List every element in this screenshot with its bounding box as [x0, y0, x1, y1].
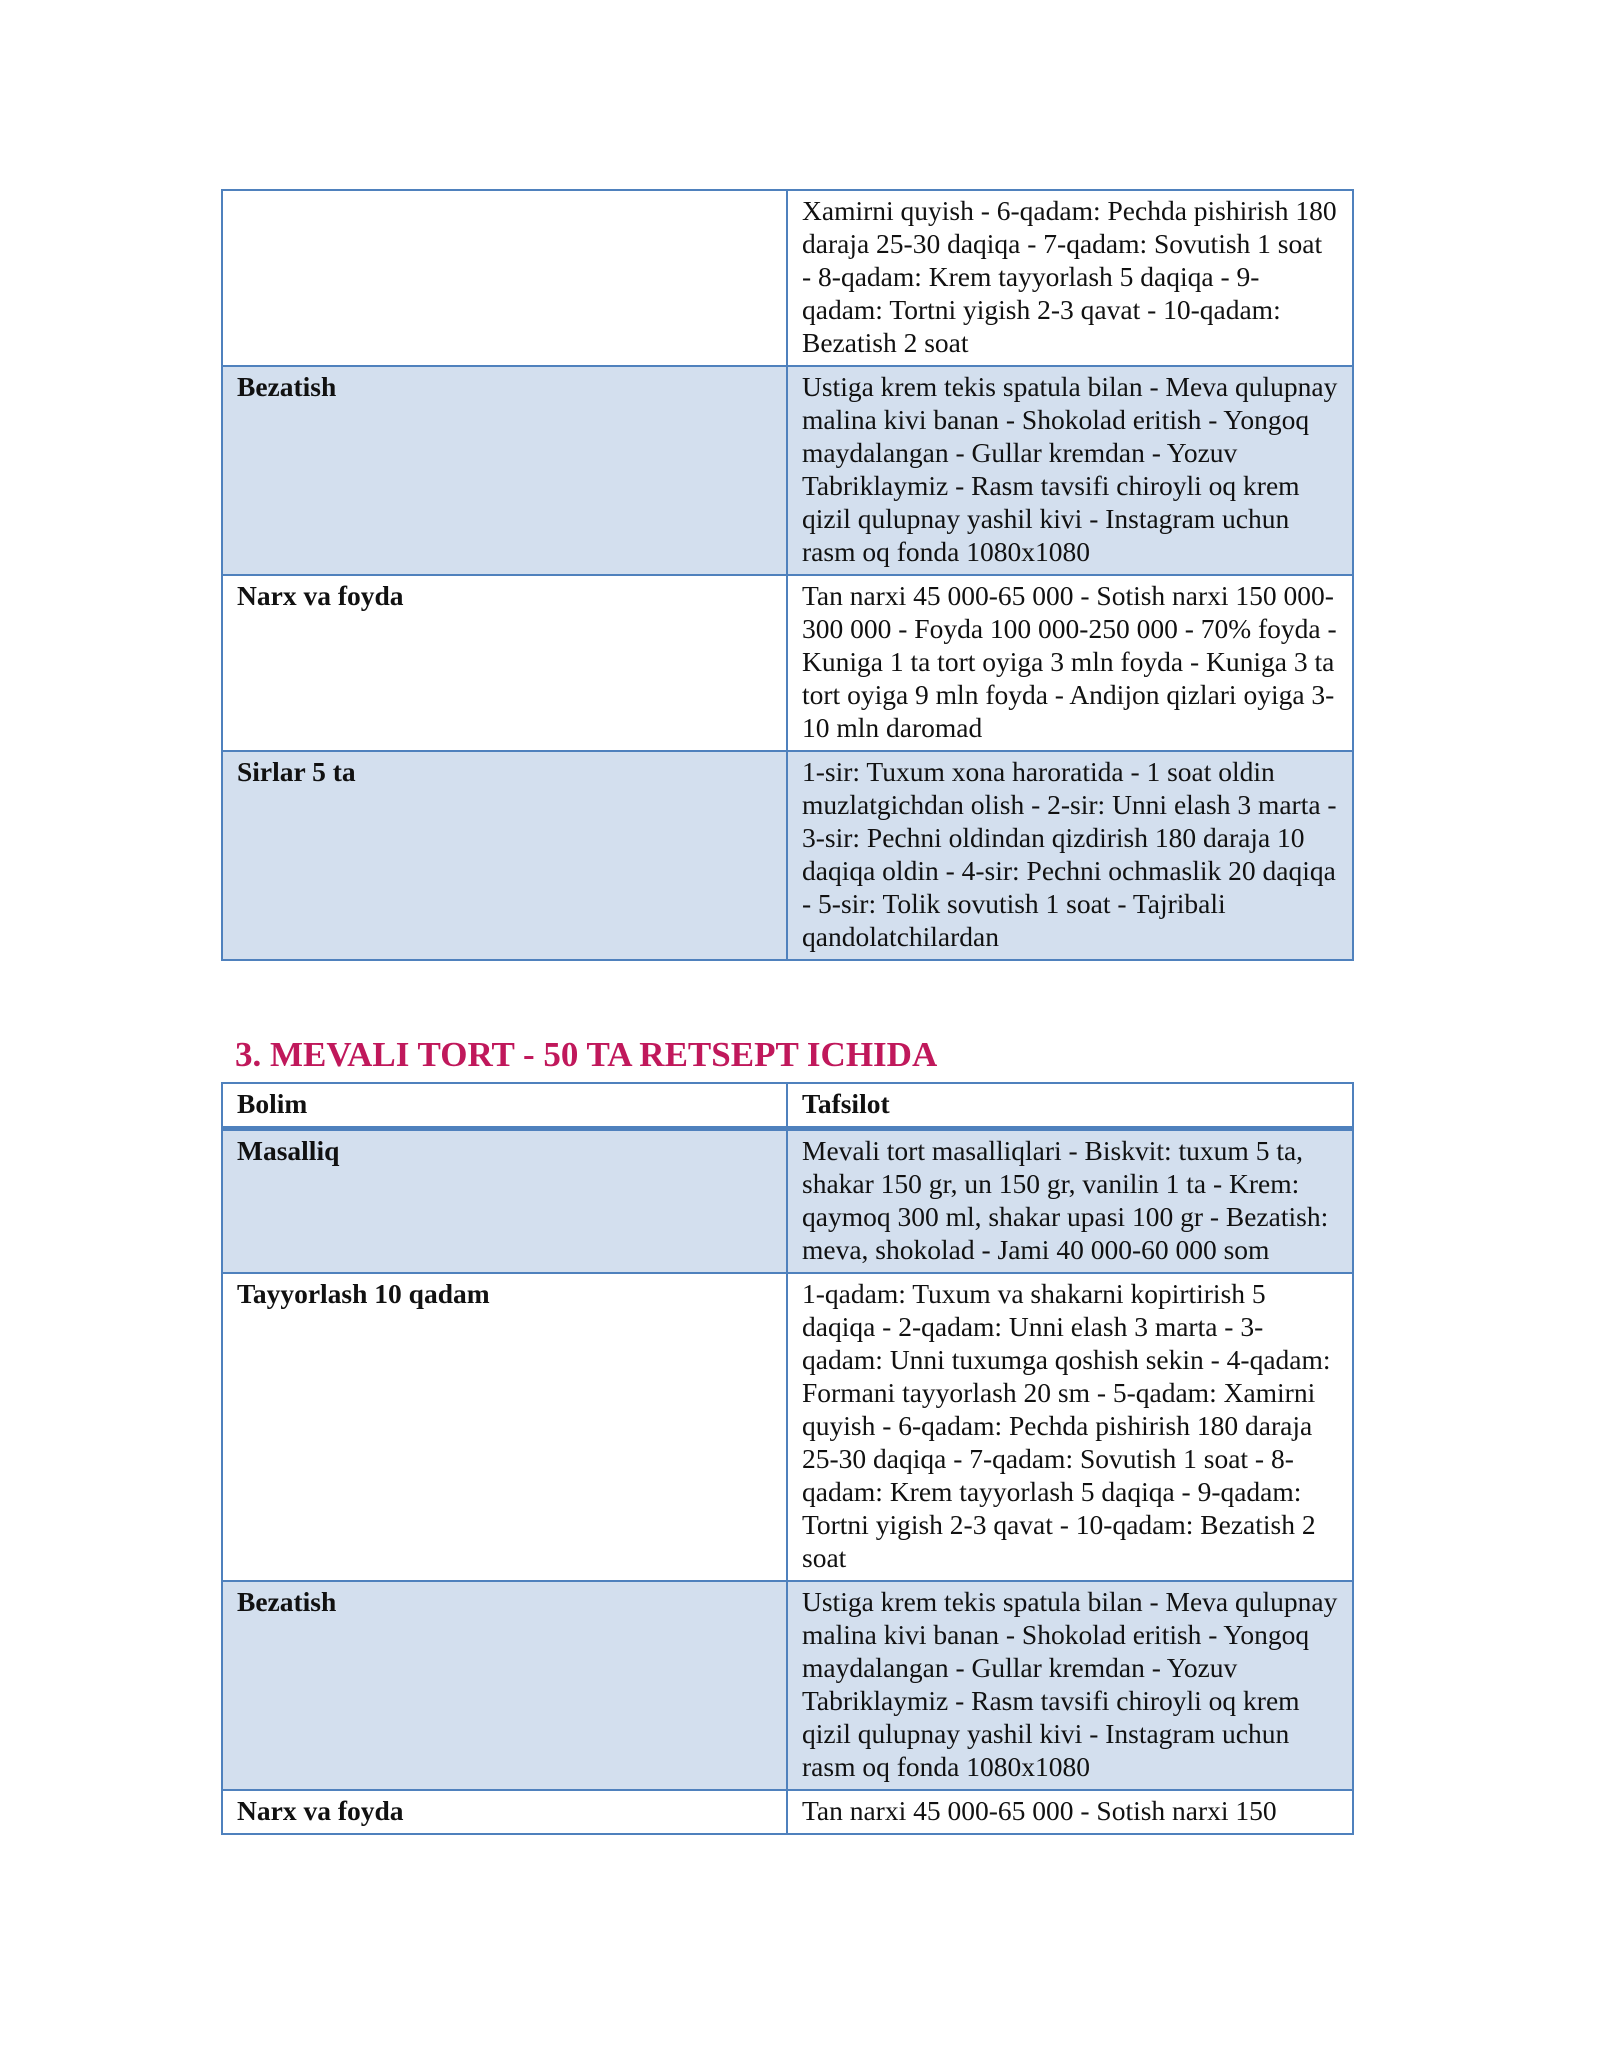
row-detail: Tan narxi 45 000-65 000 - Sotish narxi 150 000-300 000 - Foyda 100 000-250 000 - 70% foyda - Kuniga 1 ta tort oyiga 3 mln foyda - Kuniga 3 ta tort oyiga 9 mln foyda - Andijon qizlari oyiga 3-10 mln daromad	[787, 575, 1353, 751]
column-header-bolim: Bolim	[222, 1083, 787, 1129]
row-label: Bezatish	[222, 366, 787, 575]
row-label: Narx va foyda	[222, 575, 787, 751]
row-detail: Tan narxi 45 000-65 000 - Sotish narxi 150	[787, 1790, 1353, 1834]
row-label: Sirlar 5 ta	[222, 751, 787, 960]
row-label	[222, 190, 787, 366]
row-label: Bezatish	[222, 1581, 787, 1790]
section-heading: 3. MEVALI TORT - 50 TA RETSEPT ICHIDA	[235, 1035, 938, 1074]
table-row	[222, 190, 1353, 366]
table-header-row	[222, 1083, 1353, 1129]
table-row	[222, 1273, 1353, 1581]
table-row	[222, 1581, 1353, 1790]
recipe-table-continued	[221, 189, 1354, 961]
table-row	[222, 751, 1353, 960]
row-label: Tayyorlash 10 qadam	[222, 1273, 787, 1581]
table-row	[222, 1790, 1353, 1834]
row-detail: Xamirni quyish - 6-qadam: Pechda pishirish 180 daraja 25-30 daqiqa - 7-qadam: Sovutish 1 soat - 8-qadam: Krem tayyorlash 5 daqiqa - 9-qadam: Tortni yigish 2-3 qavat - 10-qadam: Bezatish 2 soat	[787, 190, 1353, 366]
row-detail: 1-sir: Tuxum xona haroratida - 1 soat oldin muzlatgichdan olish - 2-sir: Unni elash 3 marta - 3-sir: Pechni oldindan qizdirish 180 daraja 10 daqiqa oldin - 4-sir: Pechni ochmaslik 20 daqiqa - 5-sir: Tolik sovutish 1 soat - Tajribali qandolatchilardan	[787, 751, 1353, 960]
recipe-table-mevali-tort	[221, 1082, 1354, 1835]
column-header-tafsilot: Tafsilot	[787, 1083, 1353, 1129]
table-row	[222, 575, 1353, 751]
table-row	[222, 366, 1353, 575]
row-detail: Ustiga krem tekis spatula bilan - Meva qulupnay malina kivi banan - Shokolad eritish - Yongoq maydalangan - Gullar kremdan - Yozuv Tabriklaymiz - Rasm tavsifi chiroyli oq krem qizil qulupnay yashil kivi - Instagram uchun rasm oq fonda 1080x1080	[787, 1581, 1353, 1790]
row-detail: Mevali tort masalliqlari - Biskvit: tuxum 5 ta, shakar 150 gr, un 150 gr, vanilin 1 ta - Krem: qaymoq 300 ml, shakar upasi 100 gr - Bezatish: meva, shokolad - Jami 40 000-60 000 som	[787, 1129, 1353, 1274]
table-row	[222, 1129, 1353, 1274]
row-detail: 1-qadam: Tuxum va shakarni kopirtirish 5 daqiqa - 2-qadam: Unni elash 3 marta - 3-qadam: Unni tuxumga qoshish sekin - 4-qadam: Formani tayyorlash 20 sm - 5-qadam: Xamirni quyish - 6-qadam: Pechda pishirish 180 daraja 25-30 daqiqa - 7-qadam: Sovutish 1 soat - 8-qadam: Krem tayyorlash 5 daqiqa - 9-qadam: Tortni yigish 2-3 qavat - 10-qadam: Bezatish 2 soat	[787, 1273, 1353, 1581]
row-label: Narx va foyda	[222, 1790, 787, 1834]
row-detail: Ustiga krem tekis spatula bilan - Meva qulupnay malina kivi banan - Shokolad eritish - Yongoq maydalangan - Gullar kremdan - Yozuv Tabriklaymiz - Rasm tavsifi chiroyli oq krem qizil qulupnay yashil kivi - Instagram uchun rasm oq fonda 1080x1080	[787, 366, 1353, 575]
row-label: Masalliq	[222, 1129, 787, 1274]
